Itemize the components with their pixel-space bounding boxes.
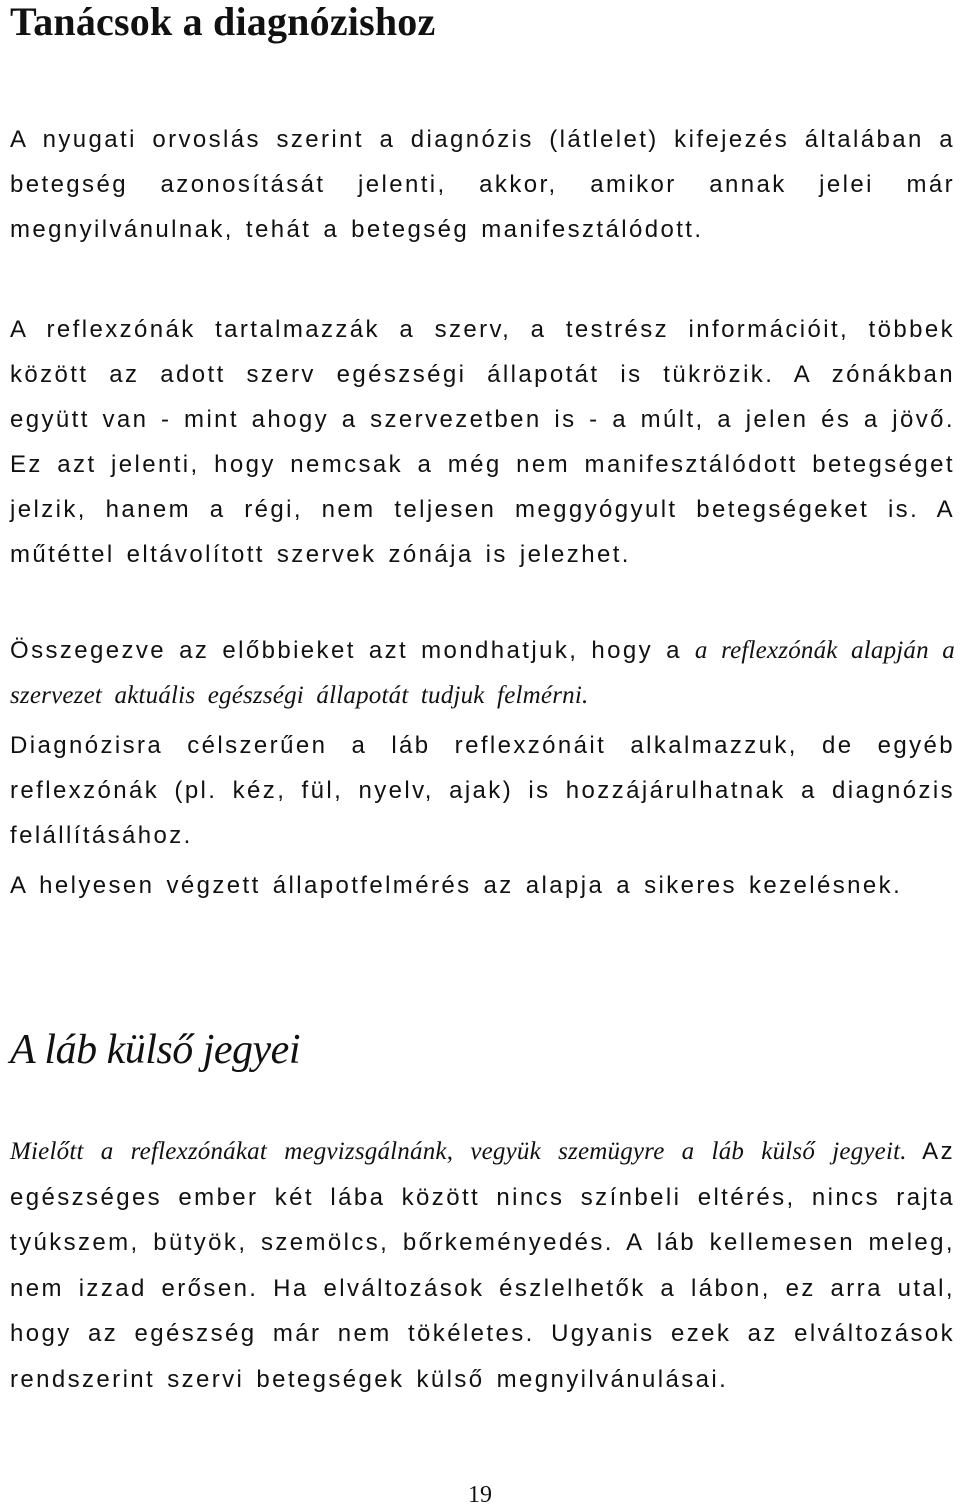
summary-italic-text: a reflexzónák alapján a szervezet aktuális egészségi állapotát tudjuk felmérni. [10,637,955,709]
page-number: 19 [468,1482,492,1508]
paragraph-assessment: A helyesen végzett állapotfelmérés az alapja a sikeres kezelésnek. [10,872,903,899]
section-title: Tanácsok a diagnózishoz [10,0,436,44]
external-signs-italic-text: Mielőtt a reflexzónákat megvizsgálnánk, vegyük szemügyre a láb külső jegyeit. [10,1138,907,1165]
subsection-title: A láb külső jegyei [10,1027,300,1073]
paragraph-external-signs [10,1129,955,1402]
paragraph-reflex-zones: A reflexzónák tartalmazzák a szerv, a testrész információit, többek között az adott szerv egészségi állapotát is tükrözik. A zónákban együtt van - mint ahogy a szervezetben is - a múlt, a jelen és a jövő. Ez azt jelenti, hogy nemcsak a még nem manifesztálódott betegséget jelzik, hanem a régi, nem teljesen meggyógyult betegségeket is. A műtéttel eltávolított szervek zónája is jelezhet. [10,316,955,568]
paragraph-summary [10,628,955,718]
paragraph-diagnosis-definition: A nyugati orvoslás szerint a diagnózis (látlelet) kifejezés általában a betegség azonosítását jelenti, akkor, amikor annak jelei már megnyilvánulnak, tehát a betegség manifesztálódott. [10,126,955,243]
summary-plain-text: Összegezve az előbbieket azt mondhatjuk, hogy a [10,637,695,664]
paragraph-foot-zones: Diagnózisra célszerűen a láb reflexzónáit alkalmazzuk, de egyéb reflexzónák (pl. kéz, fül, nyelv, ajak) is hozzájárulhatnak a diagnózis felállításához. [10,732,955,849]
external-signs-plain-text: Az egészséges ember két lába között nincs színbeli eltérés, nincs rajta tyúkszem, bütyök, szemölcs, bőrkeményedés. A láb kellemesen meleg, nem izzad erősen. Ha elváltozások észlelhetők a lábon, ez arra utal, hogy az egészség már nem tökéletes. Ugyanis ezek az elváltozások rendszerint szervi betegségek külső megnyilvánulásai. [10,1138,955,1393]
